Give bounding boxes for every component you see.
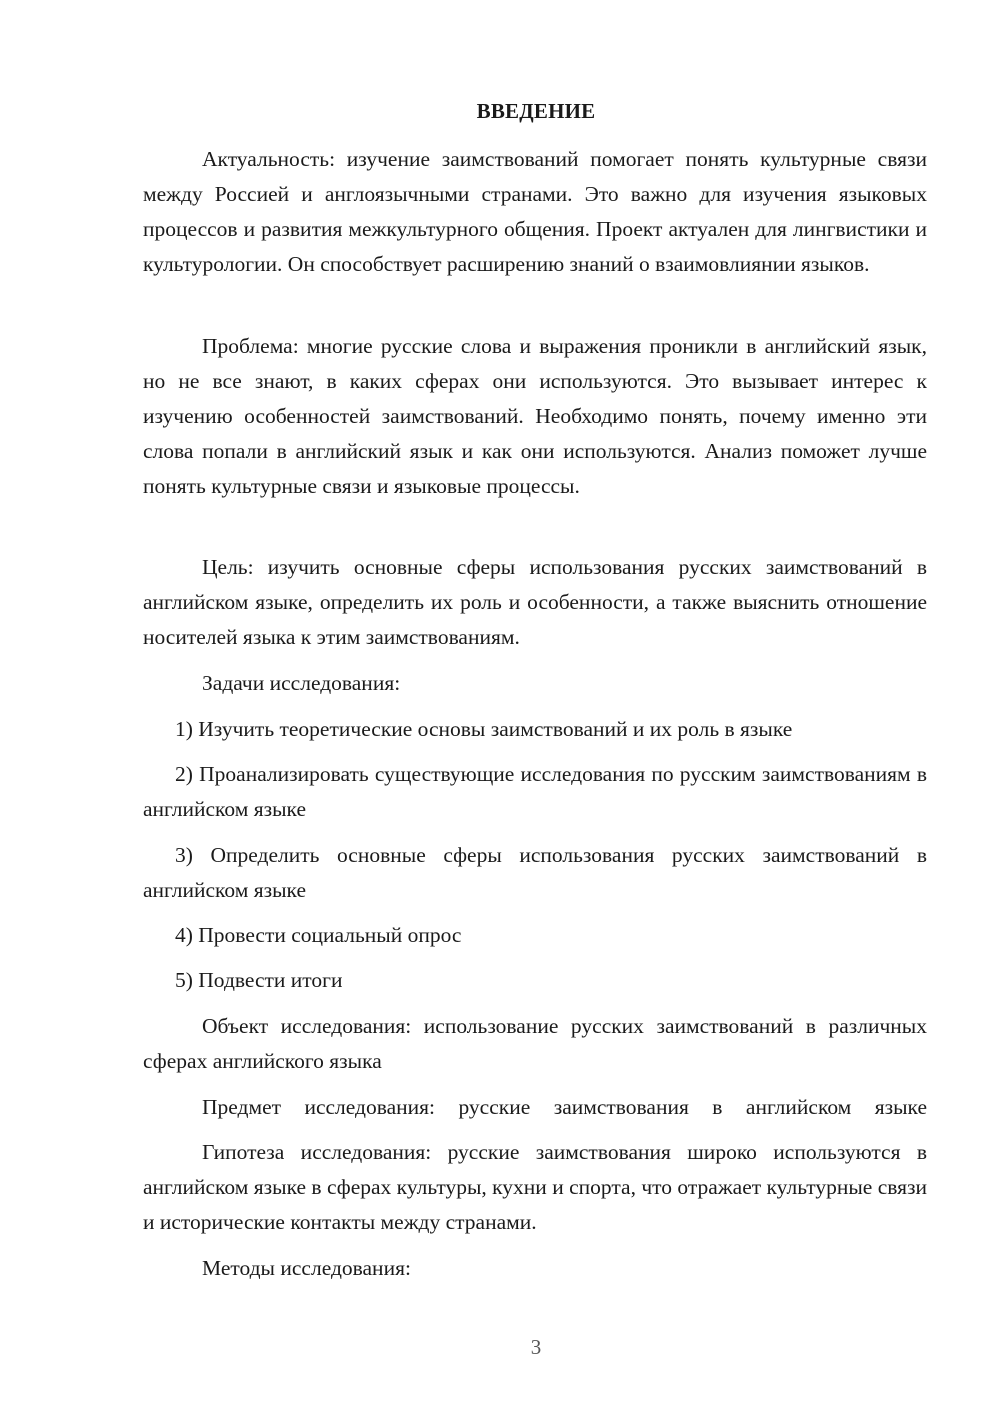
hypothesis-paragraph: Гипотеза исследования: русские заимствования широко используются в английском языке в сферах культуры, кухни и спорта, что отражает культурные связи и исторические контакты между странами. xyxy=(143,1140,927,1234)
goal-paragraph: Цель: изучить основные сферы использования русских заимствований в английском языке, определить их роль и особенности, а также выяснить отношение носителей языка к этим заимствованиям. xyxy=(143,555,927,649)
task-item-5: 5) Подвести итоги xyxy=(175,968,343,992)
page-number: 3 xyxy=(530,1335,542,1359)
object-paragraph: Объект исследования: использование русских заимствований в различных сферах английского языка xyxy=(143,1014,927,1073)
relevance-paragraph: Актуальность: изучение заимствований помогает понять культурные связи между Россией и англоязычными странами. Это важно для изучения языковых процессов и развития межкультурного общения. Проект актуален для лингвистики и культурологии. Он способствует расширению знаний о взаимовлиянии языков. xyxy=(143,147,927,276)
task-item-1: 1) Изучить теоретические основы заимствований и их роль в языке xyxy=(175,717,793,741)
task-item-4: 4) Провести социальный опрос xyxy=(175,923,462,947)
task-item-2: 2) Проанализировать существующие исследования по русским заимствованиям в английском языке xyxy=(143,762,927,821)
subject-paragraph: Предмет исследования: русские заимствования в английском языке xyxy=(202,1095,927,1119)
problem-paragraph: Проблема: многие русские слова и выражения проникли в английский язык, но не все знают, в каких сферах они используются. Это вызывает интерес к изучению особенностей заимствований. Необходимо понять, почему именно эти слова попали в английский язык и как они используются. Анализ поможет лучше понять культурные связи и языковые процессы. xyxy=(143,334,927,498)
tasks-heading: Задачи исследования: xyxy=(202,671,401,695)
task-item-3: 3) Определить основные сферы использования русских заимствований в английском языке xyxy=(143,843,927,902)
methods-heading: Методы исследования: xyxy=(202,1256,411,1280)
page-title: ВВЕДЕНИЕ xyxy=(476,99,596,123)
